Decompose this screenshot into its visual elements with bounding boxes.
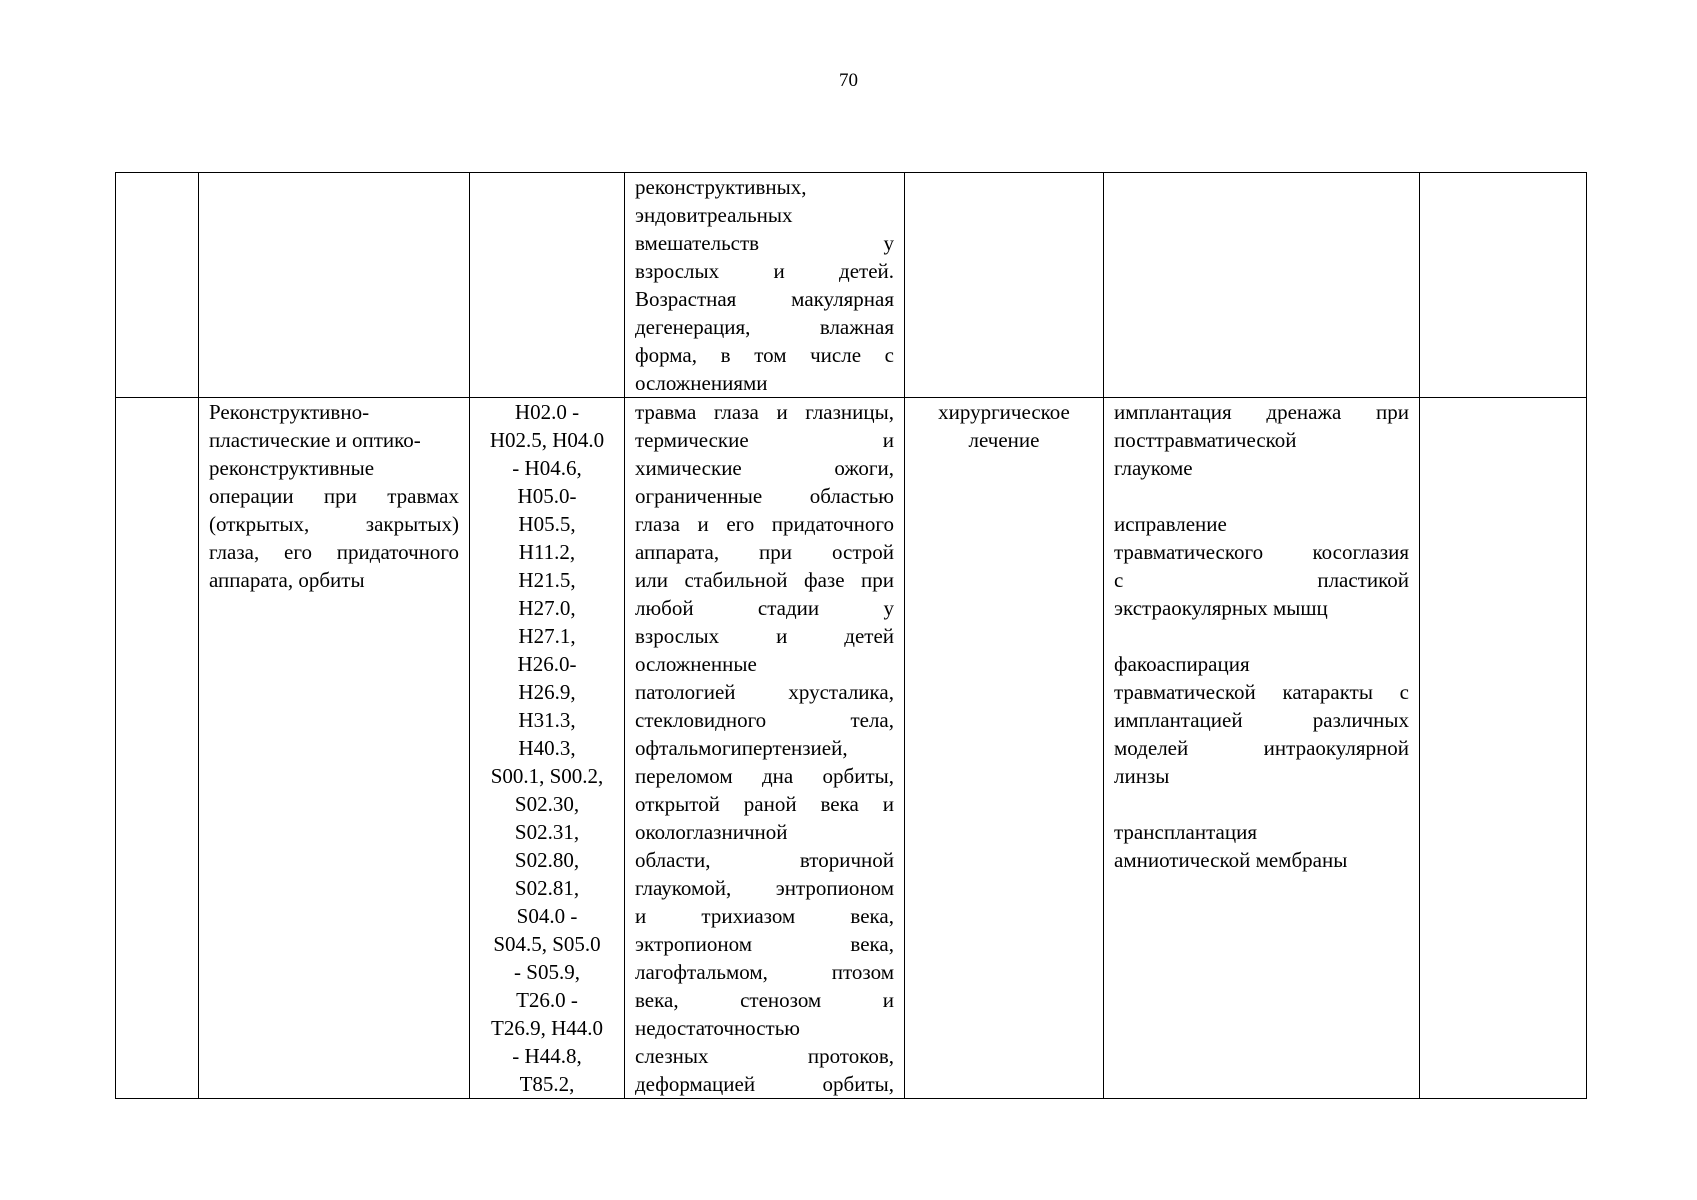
cell-number [116,173,199,398]
medical-care-table [115,172,1587,1099]
text-line: S04.0 - [516,904,578,928]
cell-standard [1420,398,1587,1099]
cell-standard [1420,173,1587,398]
text-line: H11.2, [518,540,576,564]
text-line: S02.30, [514,792,580,816]
text-line: века, стенозом и [635,988,894,1012]
method-gap [1114,790,1409,818]
text-line: форма, в том числе с [635,343,894,367]
text-line: области, вторичной [635,848,894,872]
cell-codes [470,173,625,398]
text-line: аппарата, орбиты [209,568,365,592]
text-line: химические ожоги, [635,456,894,480]
text-line: или стабильной фазе при [635,568,894,592]
cell-treatment-method [1104,398,1420,1099]
text-line: глаза, его придаточного [209,540,459,564]
method-gap [1114,622,1409,650]
text-line: H02.0 - [514,400,580,424]
treatment-method-item [1114,510,1409,622]
text-line: взрослых и детей [635,624,894,648]
treatment-method-item [1114,818,1409,874]
text-line: вмешательств у [635,231,894,255]
text-line: Возрастная макулярная [635,287,894,311]
text-line: факоаспирация [1114,652,1250,676]
text-line: с пластикой [1114,568,1409,592]
text-line: Реконструктивно- [209,400,370,424]
text-line: травма глаза и глазницы, [635,400,894,424]
text-line: H40.3, [518,736,576,760]
text-line: травматического косоглазия [1114,540,1409,564]
text-line: - S05.9, [514,960,580,984]
cell-treatment-type [905,398,1104,1099]
diagnosis-text [635,398,894,1098]
text-line: окологлазничной [635,820,788,844]
text-line: H26.0- [517,652,577,676]
table-row [116,398,1587,1099]
text-line: T26.9, H44.0 [491,1016,603,1040]
text-line: лечение [968,428,1040,452]
text-line: S04.5, S05.0 [493,932,601,956]
text-line: H05.0- [517,484,577,508]
text-line: пластические и оптико- [209,428,421,452]
text-line: T85.2, [519,1072,575,1096]
text-line: S02.80, [514,848,580,872]
text-line: посттравматической [1114,428,1297,452]
diagnosis-text [635,173,894,397]
text-line: эндовитреальных [635,203,793,227]
text-line: переломом дна орбиты, [635,764,894,788]
text-line: линзы [1114,764,1170,788]
text-line: S00.1, S00.2, [490,764,604,788]
cell-diagnosis [625,398,905,1099]
cell-codes [470,398,625,1099]
text-line: дегенерация, влажная [635,315,894,339]
cell-number [116,398,199,1099]
text-line: (открытых, закрытых) [209,512,459,536]
text-line: S02.31, [514,820,580,844]
text-line: осложнениями [635,371,768,395]
text-line: реконструктивных, [635,175,807,199]
text-line: H05.5, [518,512,576,536]
cell-diagnosis [625,173,905,398]
text-line: H26.9, [518,680,576,704]
text-line: лагофтальмом, птозом [635,960,894,984]
text-line: деформацией орбиты, [635,1072,894,1096]
text-line: H21.5, [518,568,576,592]
cell-treatment-method [1104,173,1420,398]
text-line: хирургическое [938,400,1070,424]
text-line: трансплантация [1114,820,1257,844]
text-line: экстраокулярных мышц [1114,596,1328,620]
text-line: имплантация дренажа при [1114,400,1409,424]
text-line: недостаточностью [635,1016,800,1040]
page-number: 70 [839,70,858,91]
text-line: взрослых и детей. [635,259,894,283]
method-gap [1114,482,1409,510]
text-line: офтальмогипертензией, [635,736,848,760]
cell-name [199,398,470,1099]
text-line: ограниченные областью [635,484,894,508]
text-line: стекловидного тела, [635,708,894,732]
text-line: - H44.8, [512,1044,582,1068]
treatment-methods [1114,398,1409,874]
text-line: S02.81, [514,876,580,900]
text-line: патологией хрусталика, [635,680,894,704]
text-line: глаукоме [1114,456,1193,480]
codes-text [480,398,614,1098]
text-line: H27.0, [518,596,576,620]
text-line: операции при травмах [209,484,459,508]
cell-treatment-type [905,173,1104,398]
text-line: T26.0 - [516,988,578,1012]
text-line: открытой раной века и [635,792,894,816]
text-line: реконструктивные [209,456,375,480]
cell-name [199,173,470,398]
text-line: амниотической мембраны [1114,848,1348,872]
treatment-method-item [1114,398,1409,482]
text-line: моделей интраокулярной [1114,736,1409,760]
text-line: глаукомой, энтропионом [635,876,894,900]
text-line: имплантацией различных [1114,708,1409,732]
text-line: термические и [635,428,894,452]
text-line: глаза и его придаточного [635,512,894,536]
text-line: осложненные [635,652,757,676]
table-row [116,173,1587,398]
text-line: и трихиазом века, [635,904,894,928]
text-line: травматической катаракты с [1114,680,1409,704]
treatment-method-item [1114,650,1409,790]
text-line: H31.3, [518,708,576,732]
text-line: аппарата, при острой [635,540,894,564]
treatment-type-text [915,398,1093,454]
text-line: H02.5, H04.0 [489,428,605,452]
text-line: - H04.6, [512,456,582,480]
text-line: эктропионом века, [635,932,894,956]
text-line: любой стадии у [635,596,894,620]
name-text [209,398,459,594]
text-line: исправление [1114,512,1227,536]
text-line: слезных протоков, [635,1044,894,1068]
text-line: H27.1, [518,624,576,648]
